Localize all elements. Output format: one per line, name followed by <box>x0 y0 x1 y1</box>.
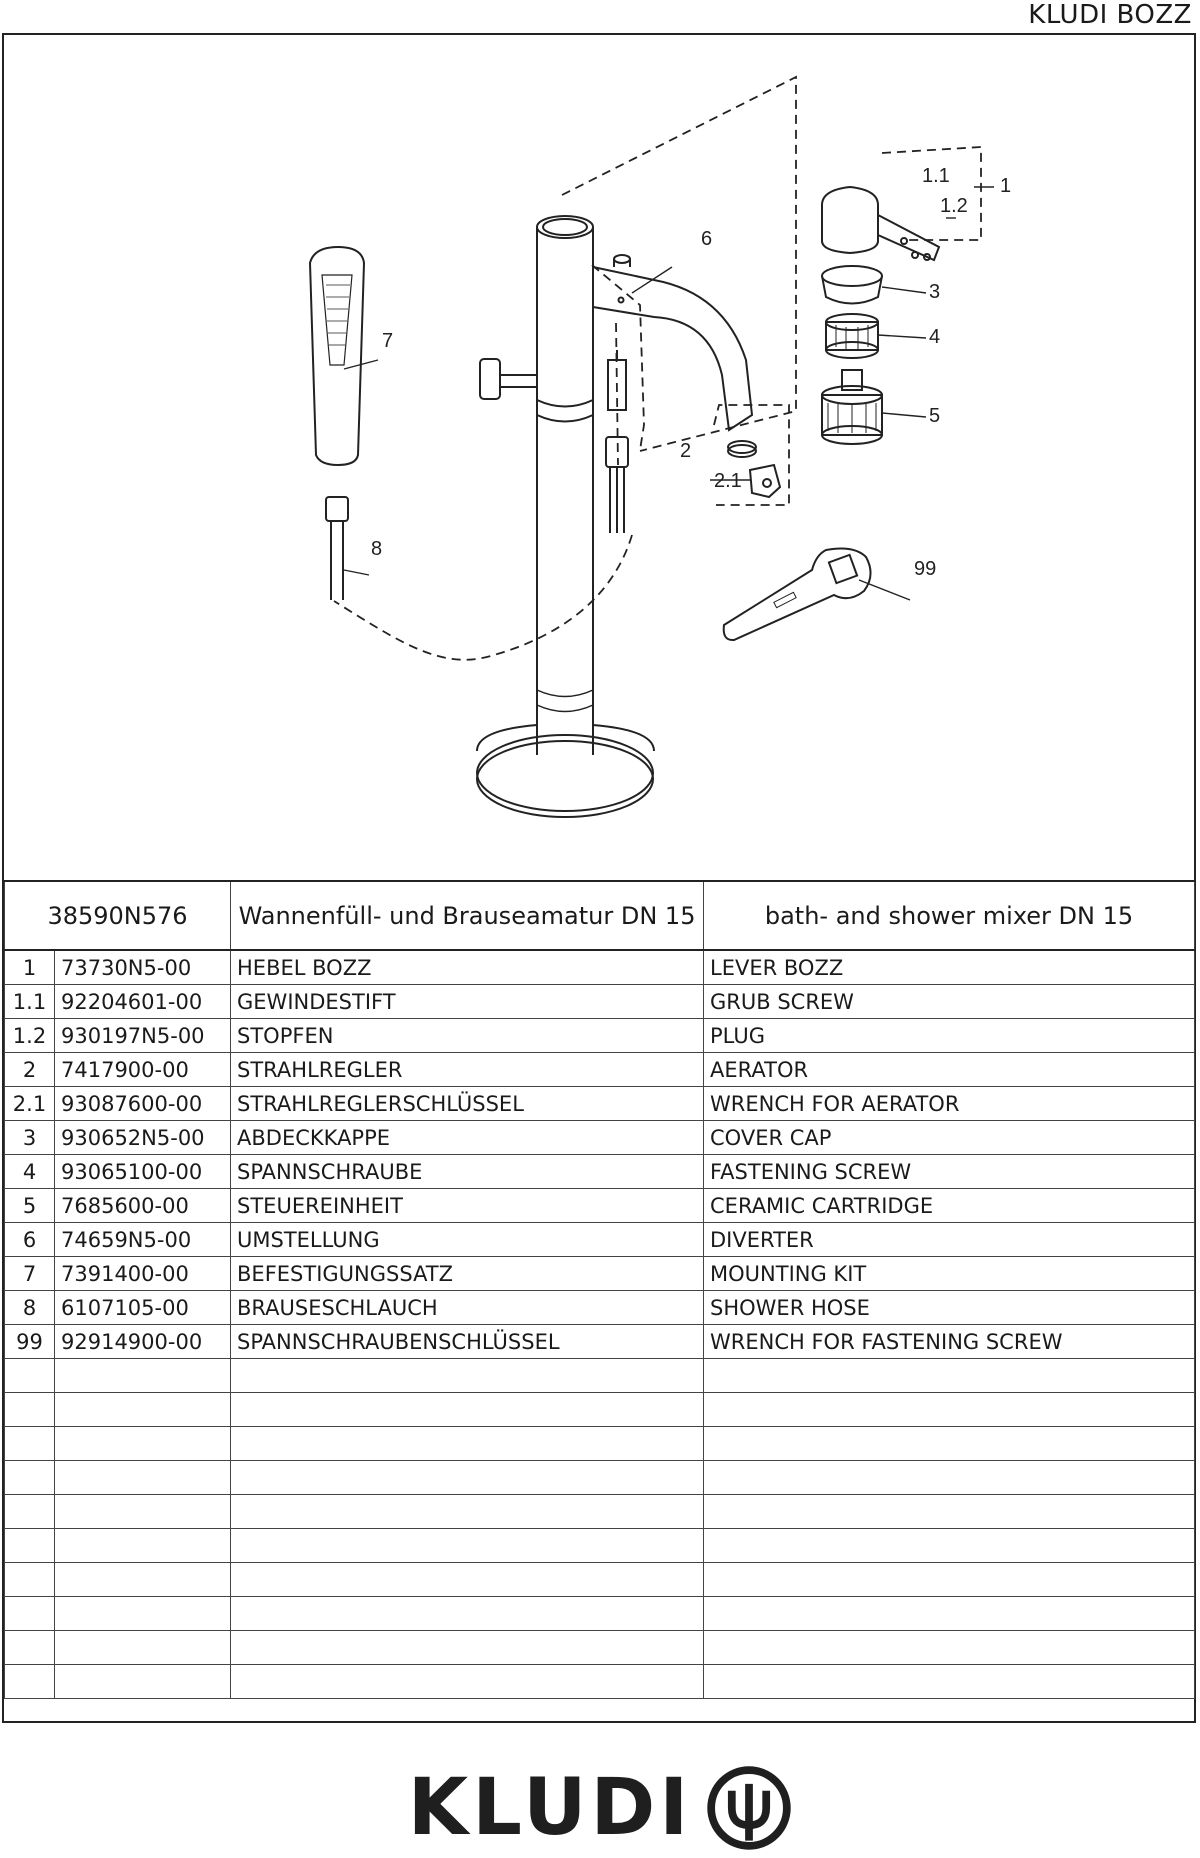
callout-99: 99 <box>914 558 937 580</box>
item-number <box>5 1597 55 1631</box>
cover-cap-part <box>822 266 882 304</box>
description-english <box>704 1563 1195 1597</box>
hose-fitting <box>326 497 348 600</box>
item-number <box>5 1631 55 1665</box>
description-english <box>704 1631 1195 1665</box>
part-number <box>55 1427 231 1461</box>
item-number <box>5 1529 55 1563</box>
description-german <box>231 1359 704 1393</box>
table-row <box>5 1631 1195 1665</box>
description-english: FASTENING SCREW <box>704 1155 1195 1189</box>
table-row <box>5 1563 1195 1597</box>
table-row <box>5 1189 1195 1223</box>
drawing-sheet <box>2 33 1196 1723</box>
description-german <box>231 1597 704 1631</box>
description-german: STEUEREINHEIT <box>231 1189 704 1223</box>
item-number <box>5 1563 55 1597</box>
description-english <box>704 1495 1195 1529</box>
description-english: WRENCH FOR AERATOR <box>704 1087 1195 1121</box>
part-number: 7391400-00 <box>55 1257 231 1291</box>
table-row <box>5 1393 1195 1427</box>
description-german <box>231 1665 704 1699</box>
item-number: 3 <box>5 1121 55 1155</box>
table-header-row <box>5 881 1195 950</box>
description-english: COVER CAP <box>704 1121 1195 1155</box>
description-english: GRUB SCREW <box>704 985 1195 1019</box>
item-number: 7 <box>5 1257 55 1291</box>
part-number <box>55 1529 231 1563</box>
table-row <box>5 1461 1195 1495</box>
table-row <box>5 1359 1195 1393</box>
callout-7: 7 <box>382 330 394 352</box>
item-number <box>5 1393 55 1427</box>
part-number: 74659N5-00 <box>55 1223 231 1257</box>
description-german: STRAHLREGLER <box>231 1053 704 1087</box>
part-number <box>55 1563 231 1597</box>
description-german: STRAHLREGLERSCHLÜSSEL <box>231 1087 704 1121</box>
article-number: 38590N576 <box>5 881 231 950</box>
parts-list-table <box>4 880 1195 1699</box>
description-english <box>704 1393 1195 1427</box>
item-number: 5 <box>5 1189 55 1223</box>
table-row <box>5 1019 1195 1053</box>
description-english: WRENCH FOR FASTENING SCREW <box>704 1325 1195 1359</box>
callout-2: 2 <box>680 440 692 462</box>
diverter-part <box>606 350 628 533</box>
callout-6: 6 <box>701 228 713 250</box>
callout-1: 1 <box>1000 175 1012 197</box>
hand-shower <box>310 247 364 465</box>
main-column <box>477 216 654 817</box>
item-number: 99 <box>5 1325 55 1359</box>
wrench-part <box>724 549 871 641</box>
item-number <box>5 1359 55 1393</box>
description-english: CERAMIC CARTRIDGE <box>704 1189 1195 1223</box>
exploded-view-drawing <box>4 35 1194 880</box>
description-german: BEFESTIGUNGSSATZ <box>231 1257 704 1291</box>
description-english <box>704 1461 1195 1495</box>
part-number <box>55 1597 231 1631</box>
table-row <box>5 1427 1195 1461</box>
part-number <box>55 1461 231 1495</box>
part-number: 6107105-00 <box>55 1291 231 1325</box>
shower-holder <box>480 359 537 399</box>
part-number: 92914900-00 <box>55 1325 231 1359</box>
description-german <box>231 1563 704 1597</box>
table-row <box>5 1155 1195 1189</box>
description-english: AERATOR <box>704 1053 1195 1087</box>
item-number <box>5 1495 55 1529</box>
item-number: 1.2 <box>5 1019 55 1053</box>
part-number: 93065100-00 <box>55 1155 231 1189</box>
callout-4: 4 <box>929 326 941 348</box>
description-english: MOUNTING KIT <box>704 1257 1195 1291</box>
callout-2-1: 2.1 <box>714 470 742 492</box>
description-german <box>231 1631 704 1665</box>
item-number <box>5 1665 55 1699</box>
callout-5: 5 <box>929 405 941 427</box>
description-german <box>231 1495 704 1529</box>
description-german <box>231 1461 704 1495</box>
part-number <box>55 1359 231 1393</box>
table-row <box>5 1223 1195 1257</box>
part-number: 73730N5-00 <box>55 950 231 985</box>
item-number: 2 <box>5 1053 55 1087</box>
table-row <box>5 1257 1195 1291</box>
dashed-guides <box>334 77 981 660</box>
part-number <box>55 1631 231 1665</box>
table-row <box>5 1325 1195 1359</box>
part-number: 930652N5-00 <box>55 1121 231 1155</box>
item-number: 2.1 <box>5 1087 55 1121</box>
description-german: HEBEL BOZZ <box>231 950 704 985</box>
table-row <box>5 1665 1195 1699</box>
description-english <box>704 1665 1195 1699</box>
leader-lines <box>344 187 994 600</box>
table-row <box>5 985 1195 1019</box>
table-row <box>5 1291 1195 1325</box>
title-german: Wannenfüll- und Brauseamatur DN 15 <box>231 881 704 950</box>
kludi-emblem-icon <box>706 1765 792 1851</box>
part-number <box>55 1665 231 1699</box>
item-number: 1.1 <box>5 985 55 1019</box>
part-number: 92204601-00 <box>55 985 231 1019</box>
item-number: 8 <box>5 1291 55 1325</box>
callout-1-2: 1.2 <box>940 195 968 217</box>
lever-part <box>822 187 939 260</box>
kludi-logo <box>0 1760 1200 1855</box>
part-number: 93087600-00 <box>55 1087 231 1121</box>
fastening-screw-part <box>826 314 878 358</box>
description-german: SPANNSCHRAUBE <box>231 1155 704 1189</box>
table-row <box>5 1087 1195 1121</box>
description-english: PLUG <box>704 1019 1195 1053</box>
description-english: DIVERTER <box>704 1223 1195 1257</box>
logo-wordmark: KLUDI <box>407 1762 693 1853</box>
part-number <box>55 1393 231 1427</box>
description-german: STOPFEN <box>231 1019 704 1053</box>
description-german <box>231 1427 704 1461</box>
description-german <box>231 1393 704 1427</box>
description-german: SPANNSCHRAUBENSCHLÜSSEL <box>231 1325 704 1359</box>
part-number: 7685600-00 <box>55 1189 231 1223</box>
item-number: 4 <box>5 1155 55 1189</box>
callout-3: 3 <box>929 281 941 303</box>
item-number: 6 <box>5 1223 55 1257</box>
description-english <box>704 1359 1195 1393</box>
table-row <box>5 1121 1195 1155</box>
brand-header: KLUDI BOZZ <box>1028 0 1192 30</box>
description-german: UMSTELLUNG <box>231 1223 704 1257</box>
table-row <box>5 1053 1195 1087</box>
item-number <box>5 1461 55 1495</box>
table-row <box>5 1495 1195 1529</box>
description-german: ABDECKKAPPE <box>231 1121 704 1155</box>
item-number: 1 <box>5 950 55 985</box>
part-number <box>55 1495 231 1529</box>
table-row <box>5 950 1195 985</box>
description-german: GEWINDESTIFT <box>231 985 704 1019</box>
description-english <box>704 1597 1195 1631</box>
table-row <box>5 1529 1195 1563</box>
part-number: 7417900-00 <box>55 1053 231 1087</box>
table-row <box>5 1597 1195 1631</box>
item-number <box>5 1427 55 1461</box>
description-english <box>704 1427 1195 1461</box>
description-english: SHOWER HOSE <box>704 1291 1195 1325</box>
description-german <box>231 1529 704 1563</box>
callout-1-1: 1.1 <box>922 165 950 187</box>
part-number: 930197N5-00 <box>55 1019 231 1053</box>
description-german: BRAUSESCHLAUCH <box>231 1291 704 1325</box>
callout-8: 8 <box>371 538 383 560</box>
description-english: LEVER BOZZ <box>704 950 1195 985</box>
description-english <box>704 1529 1195 1563</box>
cartridge-part <box>822 370 882 444</box>
title-english: bath- and shower mixer DN 15 <box>704 881 1195 950</box>
